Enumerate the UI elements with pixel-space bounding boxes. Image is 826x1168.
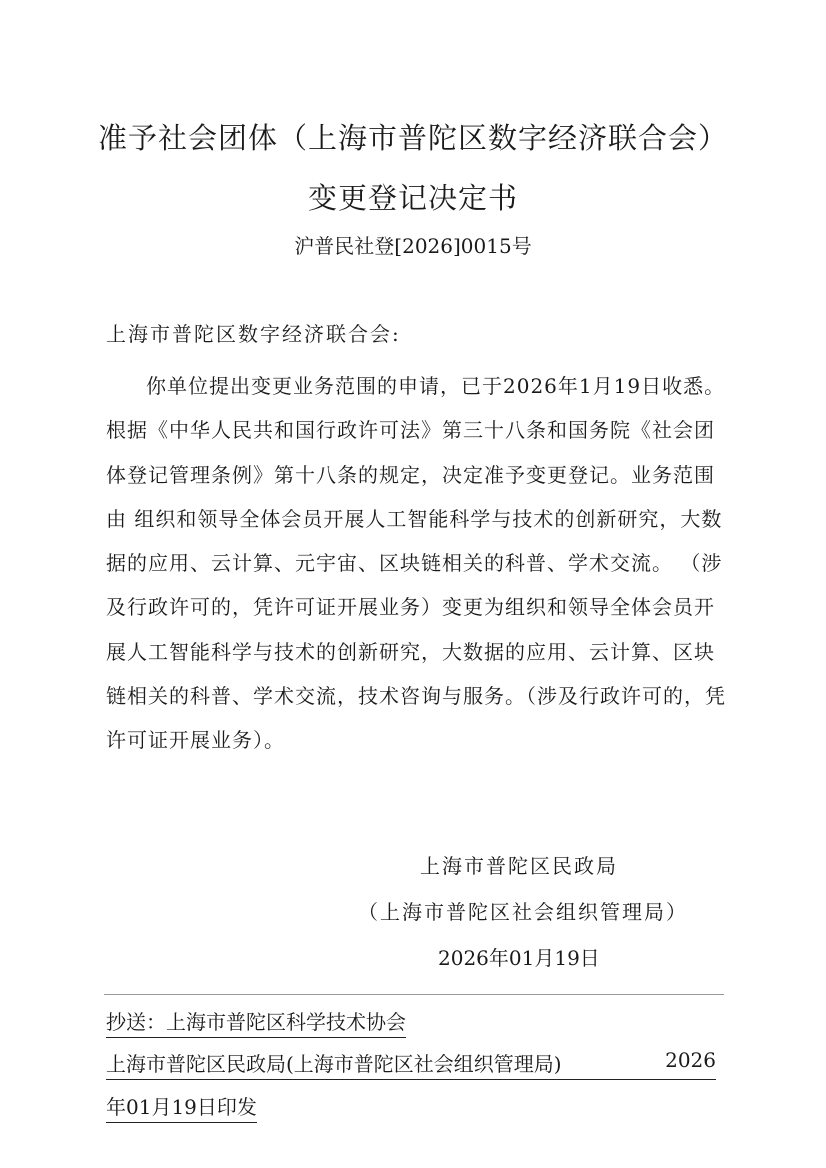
print-organization: 上海市普陀区民政局(上海市普陀区社会组织管理局) <box>106 1052 562 1076</box>
print-date: 年01月19日印发 <box>106 1091 257 1123</box>
document-number: 沪普民社登[2026]0015号 <box>294 234 532 258</box>
document-title-line-1: 准予社会团体（上海市普陀区数字经济联合会） <box>97 121 728 155</box>
document-body <box>106 364 726 763</box>
cc-line: 抄送：上海市普陀区科学技术协会 <box>106 1006 406 1038</box>
addressee: 上海市普陀区数字经济联合会: <box>106 322 401 346</box>
signature-date: 2026年01月19日 <box>438 946 600 970</box>
print-line <box>106 1048 716 1080</box>
issuing-authority-alias: （上海市普陀区社会组织管理局） <box>358 900 688 924</box>
footer-divider <box>104 994 724 995</box>
issuing-authority: 上海市普陀区民政局 <box>420 854 618 878</box>
document-title-line-2: 变更登记决定书 <box>307 181 518 215</box>
print-year: 2026 <box>665 1048 716 1072</box>
body-paragraph: 你单位提出变更业务范围的申请，已于2026年1月19日收悉。根据《中华人民共和国行政许可法》第三十八条和国务院《社会团体登记管理条例》第十八条的规定，决定准予变更登记。业务范围由 组织和领导全体会员开展人工智能科学与技术的创新研究，大数据的应用、云计算、元宇宙、区块链相关的科普、学术交流。 （涉及行政许可的，凭许可证开展业务）变更为组织和领导全体会员开展人工智能科学与技术的创新研究，大数据的应用、云计算、区块链相关的科普、学术交流，技术咨询与服务。（涉及行政许可的，凭许可证开展业务）。 <box>106 374 726 753</box>
